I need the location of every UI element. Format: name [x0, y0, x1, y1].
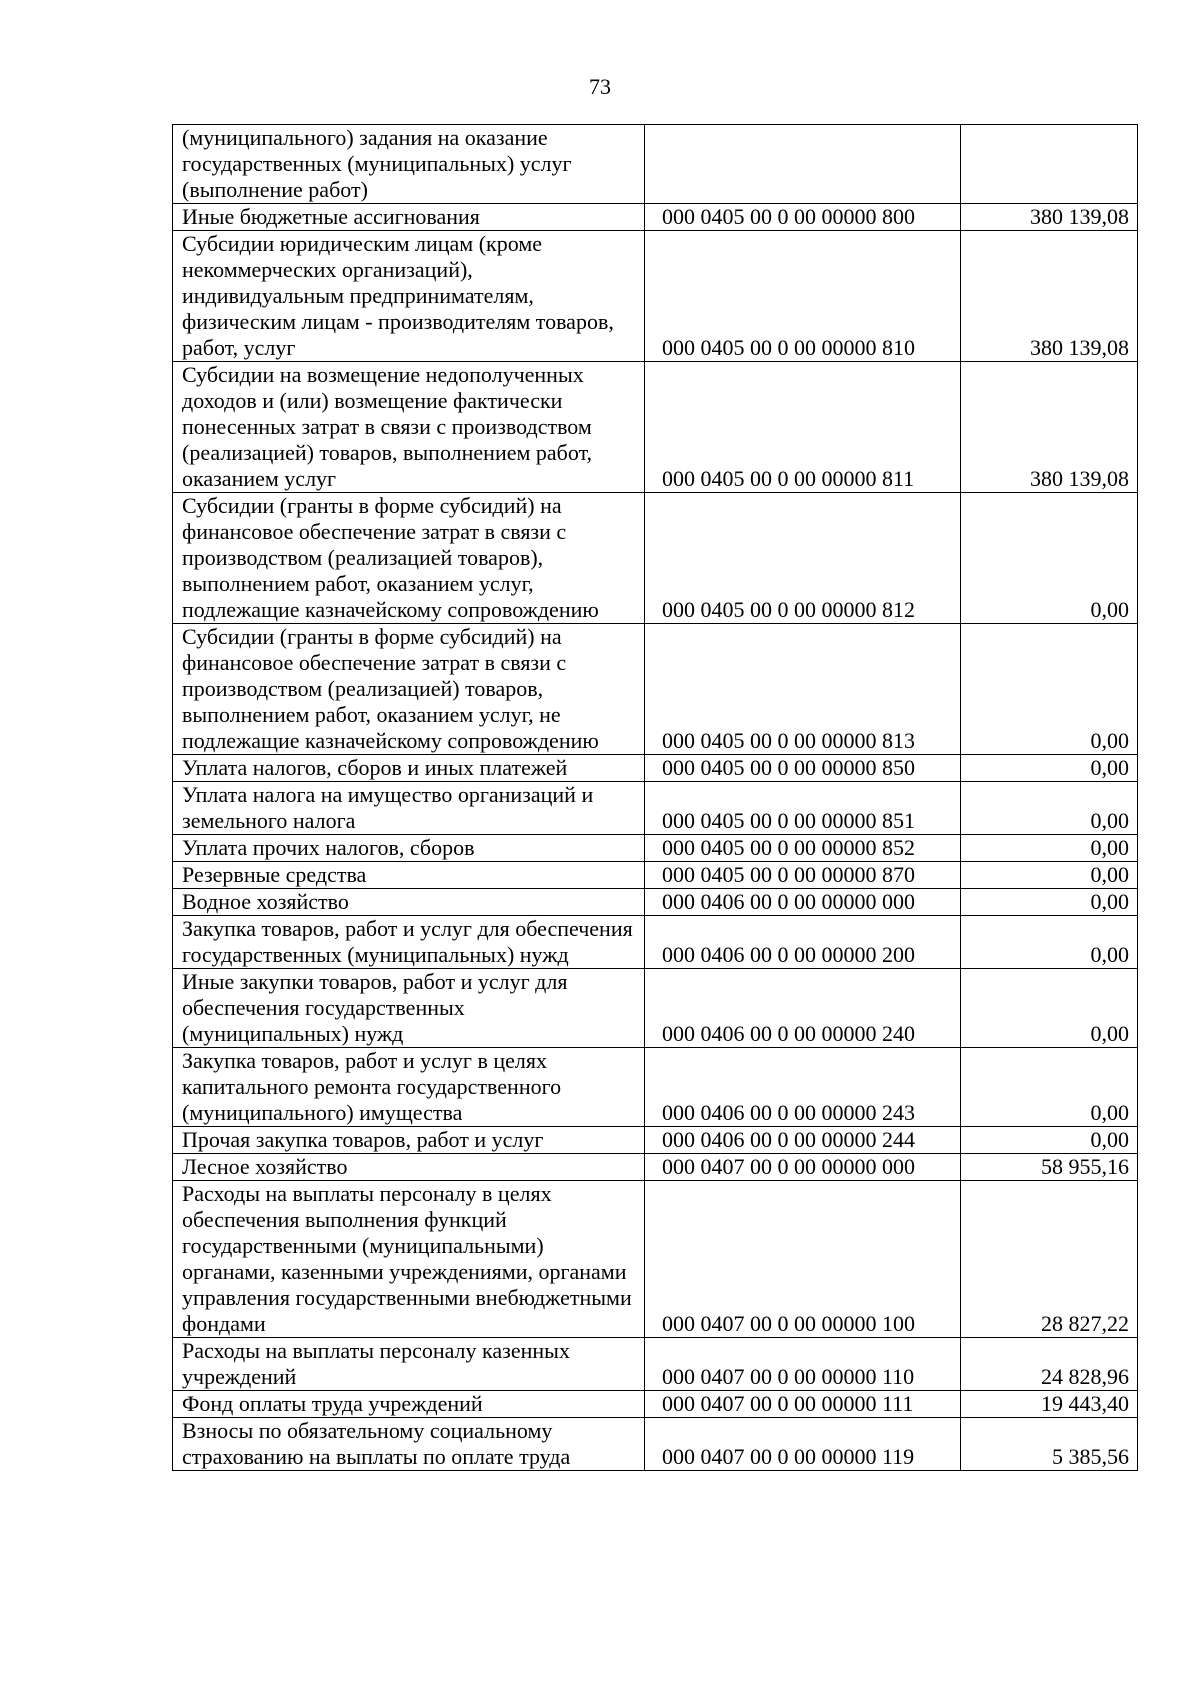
row-name-cell: Субсидии юридическим лицам (кроме некоммерческих организаций), индивидуальным предпринимателям, физическим лицам - производителям товаров, работ, услуг [173, 231, 645, 362]
table-row [173, 1418, 1138, 1471]
table-row [173, 1127, 1138, 1154]
row-name-cell: Закупка товаров, работ и услуг в целях капитального ремонта государственного (муниципального) имущества [173, 1048, 645, 1127]
row-name-cell: Иные закупки товаров, работ и услуг для обеспечения государственных (муниципальных) нужд [173, 969, 645, 1048]
row-name-cell: Фонд оплаты труда учреждений [173, 1391, 645, 1418]
row-amount-cell: 0,00 [961, 755, 1138, 782]
row-name-cell: Водное хозяйство [173, 889, 645, 916]
row-amount-cell: 380 139,08 [961, 362, 1138, 493]
row-name-cell: Резервные средства [173, 862, 645, 889]
row-amount-cell: 0,00 [961, 782, 1138, 835]
row-amount-cell: 380 139,08 [961, 204, 1138, 231]
row-name-cell: Субсидии на возмещение недополученных доходов и (или) возмещение фактически понесенных затрат в связи с производством (реализацией) товаров, выполнением работ, оказанием услуг [173, 362, 645, 493]
row-amount-cell: 24 828,96 [961, 1338, 1138, 1391]
row-amount-cell: 0,00 [961, 624, 1138, 755]
budget-table-body [173, 125, 1138, 1471]
table-row [173, 624, 1138, 755]
row-code-cell: 000 0407 00 0 00 00000 000 [645, 1154, 961, 1181]
row-name-cell: Уплата налогов, сборов и иных платежей [173, 755, 645, 782]
page-number: 73 [589, 74, 611, 99]
row-name-cell: Расходы на выплаты персоналу в целях обеспечения выполнения функций государственными (муниципальными) органами, казенными учреждениями, органами управления государственными внебюджетными фондами [173, 1181, 645, 1338]
row-code-cell: 000 0405 00 0 00 00000 812 [645, 493, 961, 624]
row-name-cell: Закупка товаров, работ и услуг для обеспечения государственных (муниципальных) нужд [173, 916, 645, 969]
row-code-cell: 000 0405 00 0 00 00000 811 [645, 362, 961, 493]
row-amount-cell: 58 955,16 [961, 1154, 1138, 1181]
row-name-cell: Лесное хозяйство [173, 1154, 645, 1181]
row-code-cell: 000 0406 00 0 00 00000 243 [645, 1048, 961, 1127]
row-name-cell: (муниципального) задания на оказание государственных (муниципальных) услуг (выполнение работ) [173, 125, 645, 204]
row-amount-cell: 0,00 [961, 916, 1138, 969]
row-name-cell: Расходы на выплаты персоналу казенных учреждений [173, 1338, 645, 1391]
row-code-cell: 000 0406 00 0 00 00000 200 [645, 916, 961, 969]
table-row [173, 1181, 1138, 1338]
row-name-cell: Прочая закупка товаров, работ и услуг [173, 1127, 645, 1154]
row-code-cell: 000 0405 00 0 00 00000 852 [645, 835, 961, 862]
row-code-cell: 000 0406 00 0 00 00000 240 [645, 969, 961, 1048]
table-row [173, 755, 1138, 782]
row-amount-cell: 19 443,40 [961, 1391, 1138, 1418]
row-code-cell: 000 0407 00 0 00 00000 110 [645, 1338, 961, 1391]
row-code-cell [645, 125, 961, 204]
table-row [173, 231, 1138, 362]
row-code-cell: 000 0405 00 0 00 00000 870 [645, 862, 961, 889]
row-name-cell: Субсидии (гранты в форме субсидий) на финансовое обеспечение затрат в связи с производством (реализацией) товаров, выполнением работ, оказанием услуг, не подлежащие казначейскому сопровождению [173, 624, 645, 755]
table-row [173, 362, 1138, 493]
table-row [173, 125, 1138, 204]
table-row [173, 835, 1138, 862]
row-amount-cell: 0,00 [961, 1048, 1138, 1127]
row-amount-cell: 28 827,22 [961, 1181, 1138, 1338]
row-code-cell: 000 0406 00 0 00 00000 244 [645, 1127, 961, 1154]
table-row [173, 916, 1138, 969]
row-amount-cell: 0,00 [961, 862, 1138, 889]
table-row [173, 1048, 1138, 1127]
row-amount-cell: 5 385,56 [961, 1418, 1138, 1471]
row-amount-cell: 0,00 [961, 835, 1138, 862]
row-amount-cell: 0,00 [961, 493, 1138, 624]
row-name-cell: Уплата прочих налогов, сборов [173, 835, 645, 862]
row-name-cell: Иные бюджетные ассигнования [173, 204, 645, 231]
table-row [173, 782, 1138, 835]
row-amount-cell: 0,00 [961, 1127, 1138, 1154]
table-row [173, 1338, 1138, 1391]
row-code-cell: 000 0405 00 0 00 00000 800 [645, 204, 961, 231]
row-name-cell: Субсидии (гранты в форме субсидий) на финансовое обеспечение затрат в связи с производством (реализацией товаров), выполнением работ, оказанием услуг, подлежащие казначейскому сопровождению [173, 493, 645, 624]
table-row [173, 204, 1138, 231]
row-code-cell: 000 0405 00 0 00 00000 851 [645, 782, 961, 835]
table-row [173, 1154, 1138, 1181]
row-code-cell: 000 0407 00 0 00 00000 111 [645, 1391, 961, 1418]
row-amount-cell: 0,00 [961, 889, 1138, 916]
row-code-cell: 000 0407 00 0 00 00000 119 [645, 1418, 961, 1471]
row-code-cell: 000 0405 00 0 00 00000 810 [645, 231, 961, 362]
table-row [173, 493, 1138, 624]
table-row [173, 969, 1138, 1048]
row-amount-cell: 0,00 [961, 969, 1138, 1048]
table-row [173, 889, 1138, 916]
row-code-cell: 000 0407 00 0 00 00000 100 [645, 1181, 961, 1338]
row-name-cell: Уплата налога на имущество организаций и земельного налога [173, 782, 645, 835]
row-amount-cell: 380 139,08 [961, 231, 1138, 362]
row-code-cell: 000 0405 00 0 00 00000 850 [645, 755, 961, 782]
row-code-cell: 000 0406 00 0 00 00000 000 [645, 889, 961, 916]
row-name-cell: Взносы по обязательному социальному страхованию на выплаты по оплате труда [173, 1418, 645, 1471]
table-row [173, 1391, 1138, 1418]
row-code-cell: 000 0405 00 0 00 00000 813 [645, 624, 961, 755]
table-row [173, 862, 1138, 889]
budget-table [172, 124, 1138, 1471]
row-amount-cell [961, 125, 1138, 204]
